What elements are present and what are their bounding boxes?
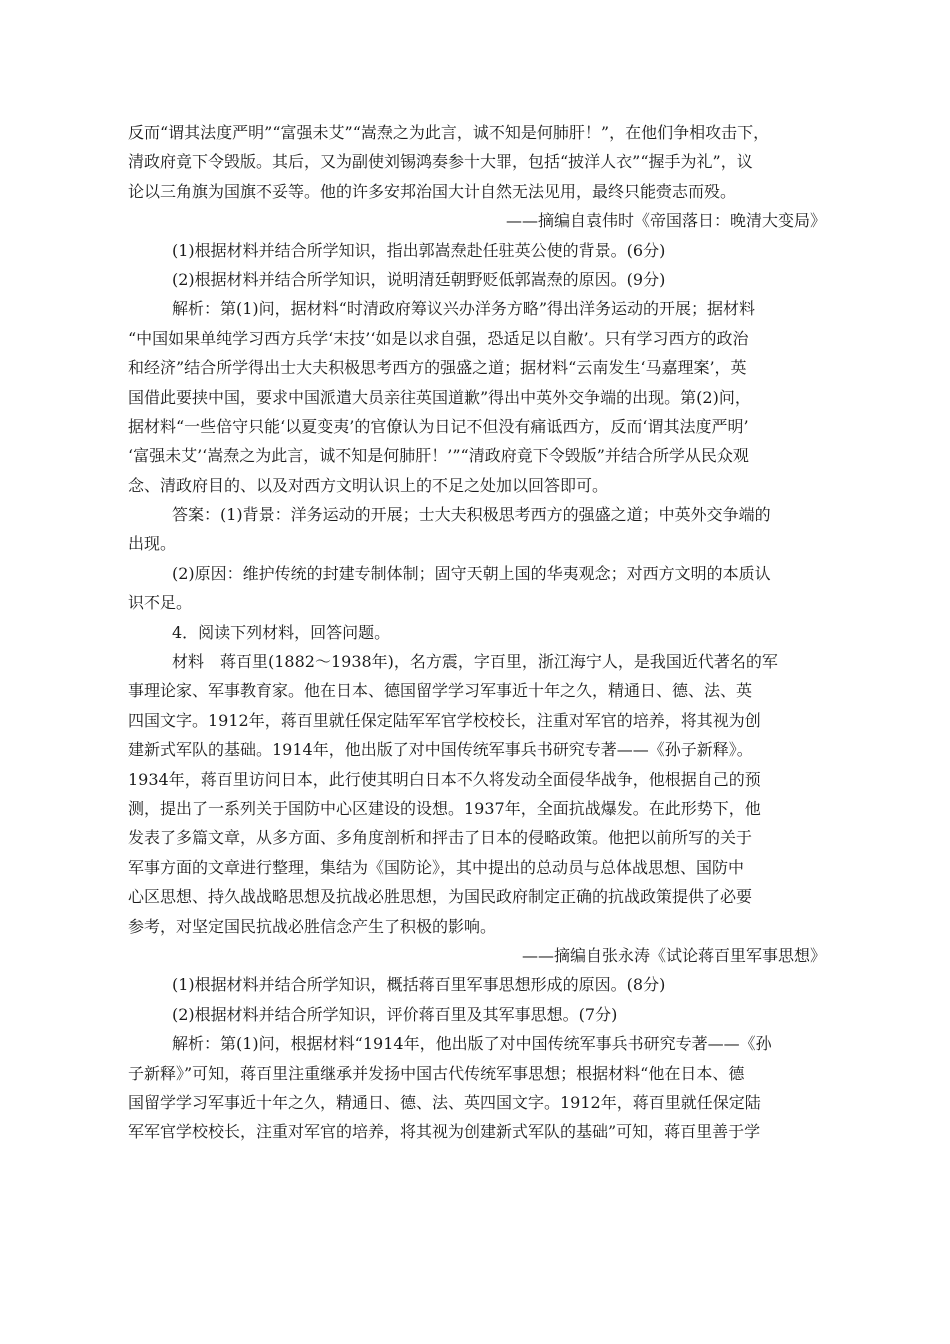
text-line: 心区思想、持久战战略思想及抗战必胜思想，为国民政府制定正确的抗战政策提供了必要 bbox=[128, 887, 753, 907]
text-line: 国留学学习军事近十年之久，精通日、德、法、英四国文字。1912年，蒋百里就任保定陆 bbox=[128, 1092, 761, 1112]
text-line: 识不足。 bbox=[128, 593, 193, 613]
source-citation: ——摘编自袁伟时《帝国落日：晚清大变局》 bbox=[505, 211, 826, 231]
text-line: 参考，对坚定国民抗战必胜信念产生了积极的影响。 bbox=[128, 916, 497, 936]
analysis-line: 解析：第(1)问，根据材料“1914年，他出版了对中国传统军事兵书研究专著——《孙 bbox=[172, 1034, 772, 1054]
question-2: (2)根据材料并结合所学知识，评价蒋百里及其军事思想。(7分) bbox=[172, 1004, 618, 1024]
document-page bbox=[128, 118, 828, 1147]
question-2: (2)根据材料并结合所学知识，说明清廷朝野贬低郭嵩焘的原因。(9分) bbox=[172, 269, 666, 289]
analysis-line: 解析：第(1)问，据材料“时清政府筹议兴办洋务方略”得出洋务运动的开展；据材料 bbox=[172, 299, 756, 319]
text-line: 1934年，蒋百里访问日本，此行使其明白日本不久将发动全面侵华战争，他根据自己的预 bbox=[128, 769, 761, 789]
text-line: 子新释》”可知，蒋百里注重继承并发扬中国古代传统军事思想；根据材料“他在日本、德 bbox=[128, 1063, 745, 1083]
text-line: 国借此要挟中国，要求中国派遣大员亲往英国道歉”得出中英外交争端的出现。第(2)问， bbox=[128, 387, 751, 407]
text-line: 建新式军队的基础。1914年，他出版了对中国传统军事兵书研究专著——《孙子新释》。 bbox=[128, 740, 753, 760]
text-line: 发表了多篇文章，从多方面、多角度剖析和抨击了日本的侵略政策。他把以前所写的关于 bbox=[128, 828, 753, 848]
text-line: 和经济”结合所学得出士大夫积极思考西方的强盛之道；据材料“云南发生‘马嘉理案’，英 bbox=[128, 358, 747, 378]
question-heading: 4．阅读下列材料，回答问题。 bbox=[172, 622, 391, 642]
answer-line: (2)原因：维护传统的封建专制体制；固守天朝上国的华夷观念；对西方文明的本质认 bbox=[172, 563, 771, 583]
text-line: 测，提出了一系列关于国防中心区建设的设想。1937年，全面抗战爆发。在此形势下，他 bbox=[128, 798, 761, 818]
question-1: (1)根据材料并结合所学知识，概括蒋百里军事思想形成的原因。(8分) bbox=[172, 975, 666, 995]
text-line: 念、清政府目的、以及对西方文明认识上的不足之处加以回答即可。 bbox=[128, 475, 609, 495]
text-line: 论以三角旗为国旗不妥等。他的许多安邦治国大计自然无法见用，最终只能赍志而殁。 bbox=[128, 181, 737, 201]
source-citation: ——摘编自张永涛《试论蒋百里军事思想》 bbox=[521, 945, 826, 965]
text-line: 据材料“一些倍守只能‘以夏变夷’的官僚认为日记不但没有痛诋西方，反而‘谓其法度严明’ bbox=[128, 416, 749, 436]
question-1: (1)根据材料并结合所学知识，指出郭嵩焘赴任驻英公使的背景。(6分) bbox=[172, 240, 666, 260]
text-line: “中国如果单纯学习西方兵学‘末技’‘如是以求自强，恐适足以自敝’。只有学习西方的政治 bbox=[128, 328, 749, 348]
text-line: 四国文字。1912年，蒋百里就任保定陆军军官学校校长，注重对军官的培养，将其视为创 bbox=[128, 710, 761, 730]
text-line: ‘富强未艾’‘嵩焘之为此言，诚不知是何肺肝！’”“清政府竟下令毁版”并结合所学从民众观 bbox=[128, 446, 749, 466]
text-line: 事理论家、军事教育家。他在日本、德国留学学习军事近十年之久，精通日、德、法、英 bbox=[128, 681, 753, 701]
text-line: 清政府竟下令毁版。其后，又为副使刘锡鸿奏参十大罪，包括“披洋人衣”“握手为礼”，议 bbox=[128, 152, 753, 172]
material-line: 材料 蒋百里(1882～1938年)，名方震，字百里，浙江海宁人，是我国近代著名的军 bbox=[172, 652, 778, 672]
text-line: 反而“谓其法度严明”“富强未艾”“嵩焘之为此言，诚不知是何肺肝！”，在他们争相攻击下， bbox=[128, 123, 770, 142]
text-line: 军事方面的文章进行整理，集结为《国防论》，其中提出的总动员与总体战思想、国防中 bbox=[128, 857, 745, 877]
text-line: 军军官学校校长，注重对军官的培养，将其视为创建新式军队的基础”可知，蒋百里善于学 bbox=[128, 1122, 761, 1142]
answer-line: 答案：(1)背景：洋务运动的开展；士大夫积极思考西方的强盛之道；中英外交争端的 bbox=[172, 505, 771, 525]
text-line: 出现。 bbox=[128, 534, 177, 554]
